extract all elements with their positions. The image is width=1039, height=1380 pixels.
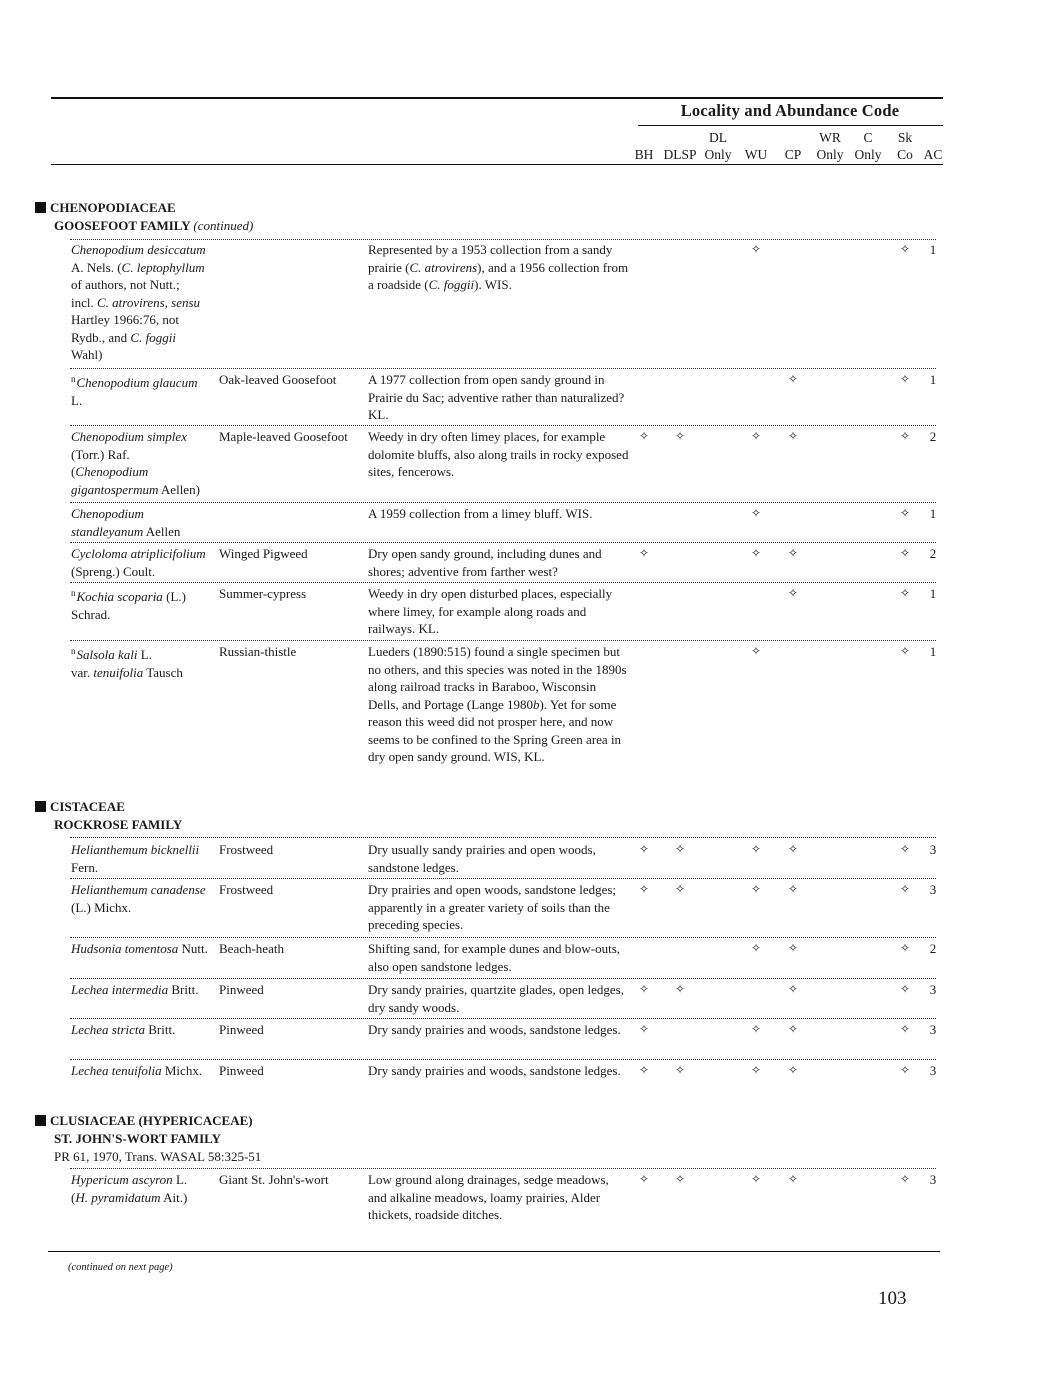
locality-diamond-icon: ✧ [899, 372, 911, 386]
locality-diamond-icon: ✧ [899, 842, 911, 856]
dotted-separator [70, 502, 936, 503]
dotted-separator [70, 239, 936, 240]
locality-diamond-icon: ✧ [638, 429, 650, 443]
locality-diamond-icon: ✧ [750, 429, 762, 443]
abundance-code: 2 [929, 429, 937, 444]
locality-diamond-icon: ✧ [899, 242, 911, 256]
column-header-wu: WU [744, 147, 768, 162]
abundance-code: 3 [929, 1063, 937, 1078]
abundance-code: 1 [929, 372, 937, 387]
habitat-description: Weedy in dry often limey places, for example dolomite bluffs, also along trails in rocky exposed sites, fencerows. [368, 429, 629, 479]
habitat-description: Dry open sandy ground, including dunes and shores; adventive from farther west? [368, 546, 602, 579]
locality-diamond-icon: ✧ [750, 941, 762, 955]
dotted-separator [70, 1168, 936, 1169]
habitat-description: A 1977 collection from open sandy ground in Prairie du Sac; adventive rather than naturalized? KL. [368, 372, 625, 422]
scientific-name: Cycloloma atriplicifolium (Spreng.) Coult. [71, 546, 206, 579]
locality-diamond-icon: ✧ [899, 1022, 911, 1036]
abundance-code: 1 [929, 506, 937, 521]
top-rule [51, 97, 943, 99]
abundance-code: 2 [929, 546, 937, 561]
locality-diamond-icon: ✧ [674, 429, 686, 443]
abundance-code: 3 [929, 982, 937, 997]
scientific-name: Helianthemum canadense (L.) Michx. [71, 882, 206, 915]
family-heading: CHENOPODIACEAE GOOSEFOOT FAMILY (continued) [35, 199, 253, 235]
locality-diamond-icon: ✧ [787, 941, 799, 955]
locality-diamond-icon: ✧ [674, 882, 686, 896]
dotted-separator [70, 640, 936, 641]
locality-diamond-icon: ✧ [787, 429, 799, 443]
column-header-dlsp: DLSP [663, 147, 697, 162]
bullet-square-icon [35, 1115, 46, 1126]
scientific-name: Lechea intermedia Britt. [71, 982, 199, 997]
dotted-separator [70, 837, 936, 838]
dotted-separator [70, 582, 936, 583]
common-name: Maple-leaved Goosefoot [219, 429, 348, 444]
locality-diamond-icon: ✧ [674, 1172, 686, 1186]
bullet-square-icon [35, 202, 46, 213]
scientific-name: Lechea stricta Britt. [71, 1022, 176, 1037]
locality-diamond-icon: ✧ [899, 982, 911, 996]
scientific-name: Hudsonia tomentosa Nutt. [71, 941, 208, 956]
scientific-name: $^n$Salsola kali L. var. tenuifolia Tausch [71, 646, 183, 680]
habitat-description: Weedy in dry open disturbed places, especially where limey, for example along roads and railways. KL. [368, 586, 613, 636]
locality-diamond-icon: ✧ [899, 882, 911, 896]
locality-diamond-icon: ✧ [787, 1172, 799, 1186]
dotted-separator [70, 978, 936, 979]
abundance-code: 3 [929, 1022, 937, 1037]
locality-diamond-icon: ✧ [750, 1022, 762, 1036]
scientific-name: Chenopodium standleyanum Aellen [71, 506, 181, 539]
header-bottom-rule [51, 164, 943, 165]
locality-diamond-icon: ✧ [750, 882, 762, 896]
dotted-separator [70, 1059, 936, 1060]
common-name: Russian-thistle [219, 644, 297, 659]
locality-diamond-icon: ✧ [899, 506, 911, 520]
habitat-description: Represented by a 1953 collection from a sandy prairie (C. atrovirens), and a 1956 collection from a roadside (C. foggii). WIS. [368, 242, 629, 292]
abundance-code: 3 [929, 842, 937, 857]
abundance-code: 1 [929, 644, 937, 659]
habitat-description: Lueders (1890:515) found a single specimen but no others, and this species was noted in the 1890s along railroad tracks in Baraboo, Wisconsin Dells, and Portage (Lange 1980b). Yet for some reason this weed did not prosper here, and now seems to be confined to the Spring Green area in dry open sandy ground. WIS, KL. [368, 644, 627, 764]
locality-diamond-icon: ✧ [750, 1172, 762, 1186]
bullet-square-icon [35, 801, 46, 812]
locality-diamond-icon: ✧ [787, 842, 799, 856]
column-header-wr: WR Only [816, 130, 844, 162]
locality-diamond-icon: ✧ [899, 546, 911, 560]
habitat-description: Dry sandy prairies and woods, sandstone ledges. [368, 1022, 621, 1037]
abundance-code: 1 [929, 242, 937, 257]
scientific-name: $^n$Chenopodium glaucum L. [71, 374, 198, 408]
common-name: Winged Pigweed [219, 546, 308, 561]
common-name: Frostweed [219, 842, 274, 857]
abundance-code: 3 [929, 882, 937, 897]
continued-note: (continued on next page) [68, 1262, 173, 1273]
locality-diamond-icon: ✧ [674, 982, 686, 996]
common-name: Summer-cypress [219, 586, 307, 601]
column-header-c: C Only [854, 130, 882, 162]
habitat-description: Dry sandy prairies, quartzite glades, open ledges, dry sandy woods. [368, 982, 624, 1015]
column-header-bh: BH [634, 147, 654, 162]
scientific-name: Helianthemum bicknellii Fern. [71, 842, 200, 875]
locality-diamond-icon: ✧ [674, 842, 686, 856]
habitat-description: Dry usually sandy prairies and open woods, sandstone ledges. [368, 842, 596, 875]
locality-diamond-icon: ✧ [638, 1063, 650, 1077]
scientific-name: Chenopodium desiccatum A. Nels. (C. leptophyllum of authors, not Nutt.; incl. C. atrovirens, sensu Hartley 1966:76, not Rydb., and C. foggii Wahl) [71, 242, 206, 362]
abundance-code: 2 [929, 941, 937, 956]
locality-diamond-icon: ✧ [750, 1063, 762, 1077]
locality-diamond-icon: ✧ [787, 586, 799, 600]
common-name: Pinweed [219, 982, 264, 997]
locality-diamond-icon: ✧ [638, 1172, 650, 1186]
dotted-separator [70, 368, 936, 369]
abundance-code: 1 [929, 586, 937, 601]
habitat-description: Dry sandy prairies and woods, sandstone ledges. [368, 1063, 621, 1078]
locality-diamond-icon: ✧ [899, 644, 911, 658]
locality-diamond-icon: ✧ [638, 1022, 650, 1036]
column-header-sk: Sk Co [897, 130, 913, 162]
column-header-ac: AC [923, 147, 943, 162]
common-name: Pinweed [219, 1063, 264, 1078]
locality-diamond-icon: ✧ [750, 644, 762, 658]
common-name: Beach-heath [219, 941, 284, 956]
dotted-separator [70, 425, 936, 426]
scientific-name: Chenopodium simplex (Torr.) Raf. (Chenopodium gigantospermum Aellen) [71, 429, 200, 497]
locality-diamond-icon: ✧ [750, 506, 762, 520]
locality-diamond-icon: ✧ [899, 586, 911, 600]
locality-diamond-icon: ✧ [638, 882, 650, 896]
locality-diamond-icon: ✧ [899, 1063, 911, 1077]
column-header-dl: DL Only [704, 130, 732, 162]
locality-diamond-icon: ✧ [750, 242, 762, 256]
locality-diamond-icon: ✧ [787, 982, 799, 996]
header-underline [638, 125, 943, 126]
locality-diamond-icon: ✧ [787, 1063, 799, 1077]
locality-diamond-icon: ✧ [899, 941, 911, 955]
common-name: Giant St. John's-wort [219, 1172, 329, 1187]
bottom-rule [48, 1251, 940, 1252]
scientific-name: $^n$Kochia scoparia (L.) Schrad. [71, 588, 186, 622]
locality-diamond-icon: ✧ [899, 1172, 911, 1186]
common-name: Oak-leaved Goosefoot [219, 372, 337, 387]
page-number: 103 [878, 1288, 907, 1309]
dotted-separator [70, 1018, 936, 1019]
locality-diamond-icon: ✧ [899, 429, 911, 443]
locality-header-title: Locality and Abundance Code [680, 101, 900, 120]
scientific-name: Lechea tenuifolia Michx. [71, 1063, 203, 1078]
habitat-description: Low ground along drainages, sedge meadows, and alkaline meadows, loamy prairies, Alder thickets, roadside ditches. [368, 1172, 609, 1222]
scientific-name: Hypericum ascyron L. (H. pyramidatum Ait.) [71, 1172, 188, 1205]
locality-diamond-icon: ✧ [787, 372, 799, 386]
dotted-separator [70, 542, 936, 543]
locality-diamond-icon: ✧ [750, 842, 762, 856]
dotted-separator [70, 937, 936, 938]
dotted-separator [70, 878, 936, 879]
habitat-description: Shifting sand, for example dunes and blow-outs, also open sandstone ledges. [368, 941, 621, 974]
locality-diamond-icon: ✧ [750, 546, 762, 560]
locality-diamond-icon: ✧ [787, 882, 799, 896]
locality-diamond-icon: ✧ [674, 1063, 686, 1077]
abundance-code: 3 [929, 1172, 937, 1187]
family-heading: CLUSIACEAE (HYPERICACEAE) ST. JOHN'S-WORT FAMILY PR 61, 1970, Trans. WASAL 58:325-51 [35, 1112, 261, 1166]
habitat-description: Dry prairies and open woods, sandstone ledges; apparently in a greater variety of soils than the preceding species. [368, 882, 617, 932]
column-header-cp: CP [784, 147, 802, 162]
common-name: Frostweed [219, 882, 274, 897]
locality-diamond-icon: ✧ [638, 842, 650, 856]
locality-diamond-icon: ✧ [638, 982, 650, 996]
locality-diamond-icon: ✧ [787, 546, 799, 560]
common-name: Pinweed [219, 1022, 264, 1037]
locality-diamond-icon: ✧ [787, 1022, 799, 1036]
habitat-description: A 1959 collection from a limey bluff. WIS. [368, 506, 593, 521]
locality-diamond-icon: ✧ [638, 546, 650, 560]
family-heading: CISTACEAE ROCKROSE FAMILY [35, 798, 182, 834]
